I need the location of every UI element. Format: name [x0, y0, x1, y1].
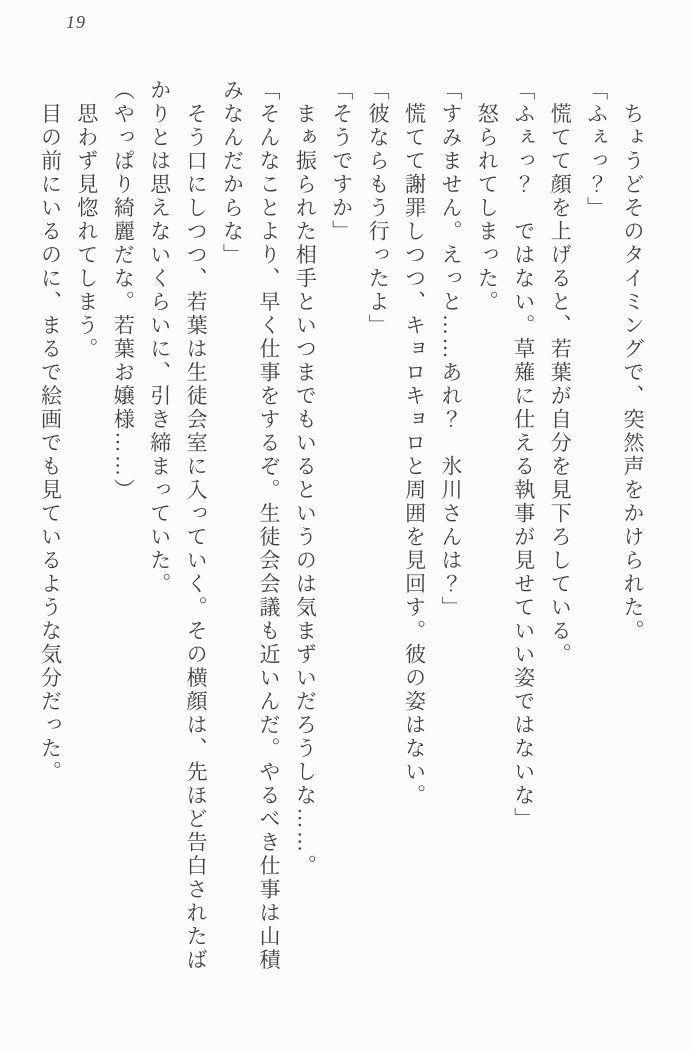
text-line: 怒られてしまった。 — [475, 79, 500, 314]
text-line: 慌てて謝罪しつつ、キョロキョロと周囲を見回す。彼の姿はない。 — [402, 79, 427, 808]
text-line: かりとは思えないくらいに、引き締まっていた。 — [147, 79, 172, 596]
text-line: 「ふぇっ？」 — [584, 79, 609, 220]
text-line: 「ふぇっ？ ではない。草薙に仕える執事が見せていい姿ではないな」 — [511, 79, 536, 831]
page-number: 19 — [66, 12, 86, 32]
text-line: 慌てて顔を上げると、若葉が自分を見下ろしている。 — [548, 79, 573, 667]
text-line: 「そうですか」 — [329, 79, 354, 244]
text-line: みなんだからな」 — [220, 79, 245, 267]
text-line: 目の前にいるのに、まるで絵画でも見ているような気分だった。 — [38, 79, 63, 784]
text-line: まぁ振られた相手といつまでもいるというのは気まずいだろうしな……。 — [293, 79, 318, 878]
text-line: 「彼ならもう行ったよ」 — [366, 79, 391, 338]
text-line: 「すみません。えっと……あれ？ 氷川さんは？」 — [438, 79, 463, 620]
text-line: そう口にしつつ、若葉は生徒会室に入っていく。その横顔は、先ほど告白されたば — [184, 79, 209, 972]
text-line: 「そんなことより、早く仕事をするぞ。生徒会会議も近いんだ。やるべき仕事は山積 — [256, 79, 281, 972]
text-line: ちょうどそのタイミングで、突然声をかけられた。 — [621, 79, 645, 643]
text-line: （やっぱり綺麗だな。若葉お嬢様……） — [111, 79, 136, 502]
text-line: 思わず見惚れてしまう。 — [74, 79, 99, 361]
vertical-text-block — [32, 79, 651, 1024]
